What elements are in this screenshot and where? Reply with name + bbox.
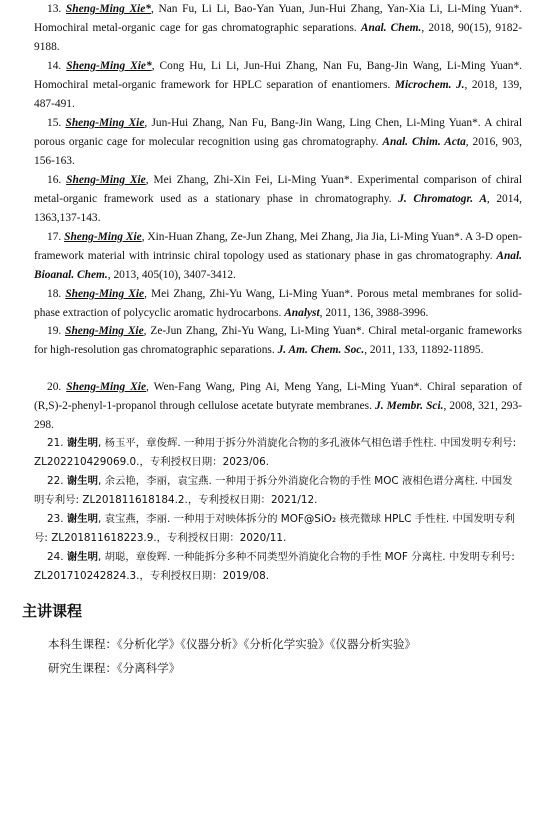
ref-journal: Anal. Chem.: [360, 21, 422, 34]
ref-details: , Mei Zhang, Zhi-Yu Wang, Li-Ming Yuan*. Porous metal membranes for solid-phase extraction of polycyclic aromatic hydrocarbons.: [34, 288, 522, 319]
patent-item: [34, 548, 522, 586]
ref-author: Sheng-Ming Xie: [66, 174, 146, 186]
ref-journal: J. Chromatogr. A: [398, 192, 487, 205]
patent-author: 谢生明: [66, 551, 99, 563]
reference-item: [34, 171, 522, 228]
patent-number: 22.: [47, 475, 64, 487]
ref-journal: J. Am. Chem. Soc.: [277, 343, 365, 356]
patent-number: 21.: [47, 437, 64, 449]
patent-details: , 杨玉平，章俊辉. 一种用于拆分外消旋化合物的多孔液体气相色谱手性柱. 中国发明专利号: ZL202210429069.0.，专利授权日期：2023/06.: [34, 437, 517, 468]
reference-item: [34, 114, 522, 171]
ref-journal: Microchem. J.: [394, 78, 465, 91]
patent-number: 23.: [47, 513, 64, 525]
ref-journal: Anal. Chim. Acta: [382, 135, 466, 148]
ref-citation: , 2016, 903, 156-163.: [34, 135, 523, 167]
ref-author: Sheng-Ming Xie*: [65, 3, 151, 15]
ref-number: 15.: [47, 117, 62, 129]
ref-citation: , 2013, 405(10), 3407-3412.: [107, 268, 236, 281]
ref-citation: , 2018, 139, 487-491.: [34, 78, 522, 110]
ref-journal: J. Membr. Sci.: [375, 399, 444, 412]
ref-number: 19.: [47, 325, 62, 337]
reference-item: [34, 57, 522, 114]
section-title-courses: 主讲课程: [22, 602, 83, 620]
patent-item: [34, 510, 522, 548]
ref-citation: , 2018, 90(15), 9182-9188.: [34, 21, 522, 53]
ref-details: , Cong Hu, Li Li, Jun-Hui Zhang, Nan Fu, Bang-Jin Wang, Li-Ming Yuan*. Homochiral metal-organic framework for HPLC separation of enantiomers.: [34, 60, 522, 91]
ref-journal: Anal. Bioanal. Chem.: [34, 249, 522, 281]
ref-citation: , 2014, 1363,137-143.: [34, 192, 522, 224]
patent-number: 24.: [47, 551, 64, 563]
ref-details: , Xin-Huan Zhang, Ze-Jun Zhang, Mei Zhang, Jia Jia, Li-Ming Yuan*. A 3-D open-framework material with intrinsic chiral topology used as stationary phase in gas chromatography.: [34, 231, 523, 262]
ref-number: 16.: [47, 174, 62, 186]
ref-number: 17.: [47, 231, 62, 243]
ref-details: , Jun-Hui Zhang, Nan Fu, Bang-Jin Wang, Ling Chen, Li-Ming Yuan*. A chiral porous organic cage for molecular recognition using gas chromatography.: [34, 117, 522, 148]
ref-author: Sheng-Ming Xie: [64, 231, 142, 243]
patent-author: 谢生明: [66, 513, 99, 525]
ref-details: , Ze-Jun Zhang, Zhi-Yu Wang, Li-Ming Yuan*. Chiral metal-organic frameworks for high-resolution gas chromatographic separations.: [34, 325, 522, 356]
reference-item: [34, 378, 522, 435]
ref-author: Sheng-Ming Xie: [66, 381, 147, 393]
ref-author: Sheng-Ming Xie*: [66, 60, 152, 72]
undergrad-courses: 本科生课程：《分析化学》《仪器分析》《分析化学实验》《仪器分析实验》: [48, 637, 416, 651]
ref-citation: , 2008, 321, 293-298.: [34, 399, 522, 431]
patent-item: [34, 434, 522, 472]
patent-item: [34, 472, 522, 510]
patent-details: , 余云艳，李丽，袁宝燕. 一种用于拆分外消旋化合物的手性 MOC 液相色谱分离柱. 中国发明专利号: ZL201811618184.2.，专利授权日期：2021/12.: [34, 475, 513, 506]
reference-item: [34, 322, 522, 360]
reference-item: [34, 228, 522, 285]
ref-citation: , 2011, 136, 3988-3996.: [319, 306, 429, 319]
reference-item: [34, 0, 522, 57]
patent-details: , 袁宝燕，李丽. 一种用于对映体拆分的 MOF@SiO₂ 核壳微球 HPLC 手性柱. 中国发明专利号: ZL201811618223.9.，专利授权日期：2020/11.: [34, 513, 515, 544]
ref-details: , Wen-Fang Wang, Ping Ai, Meng Yang, Li-Ming Yuan*. Chiral separation of (R,S)-2-phenyl-1-propanol through cellulose acetate butyrate membranes.: [34, 381, 522, 412]
ref-author: Sheng-Ming Xie: [65, 117, 145, 129]
ref-author: Sheng-Ming Xie: [65, 325, 144, 337]
patent-author: 谢生明: [66, 437, 99, 449]
ref-number: 14.: [47, 60, 62, 72]
ref-number: 18.: [47, 288, 62, 300]
graduate-courses: 研究生课程：《分离科学》: [48, 661, 181, 675]
ref-citation: , 2011, 133, 11892-11895.: [364, 343, 484, 356]
ref-details: , Nan Fu, Li Li, Bao-Yan Yuan, Jun-Hui Zhang, Yan-Xia Li, Li-Ming Yuan*. Homochiral metal-organic cage for gas chromatographic separations.: [34, 3, 522, 34]
ref-details: , Mei Zhang, Zhi-Xin Fei, Li-Ming Yuan*. Experimental comparison of chiral metal-organic framework used as a stationary phase in chromatography.: [34, 174, 522, 205]
ref-author: Sheng-Ming Xie: [65, 288, 145, 300]
patent-author: 谢生明: [66, 475, 99, 487]
ref-number: 20.: [47, 381, 62, 393]
ref-journal: Analyst: [284, 306, 320, 319]
reference-item: [34, 285, 522, 323]
patent-details: , 胡聪，章俊辉. 一种能拆分多种不同类型外消旋化合物的手性 MOF 分离柱. 中发明专利号: ZL201710242824.3.，专利授权日期：2019/08.: [34, 551, 515, 582]
ref-number: 13.: [47, 3, 62, 15]
